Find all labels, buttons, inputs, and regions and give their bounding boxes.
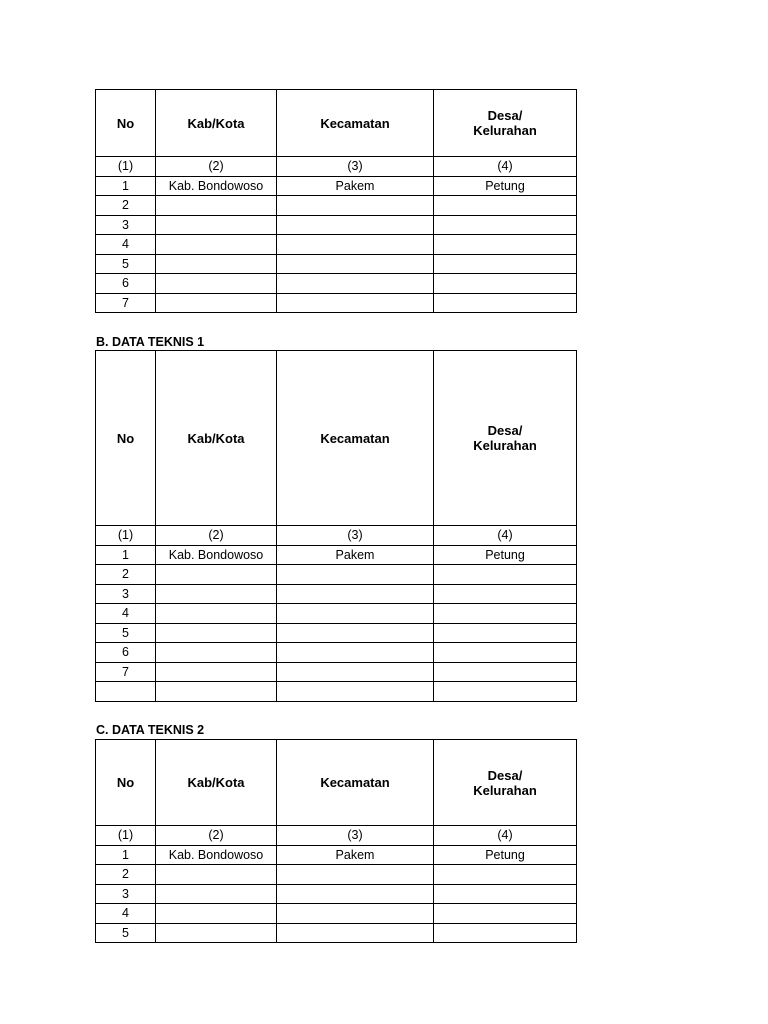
table-row bbox=[96, 584, 577, 604]
header-row bbox=[96, 90, 577, 157]
cell-desa-kelurahan: Petung bbox=[434, 176, 577, 196]
column-number-row bbox=[96, 826, 577, 846]
cell-kab-kota bbox=[156, 215, 277, 235]
table-row bbox=[96, 176, 577, 196]
cell-kab-kota bbox=[156, 623, 277, 643]
cell-desa-kelurahan bbox=[434, 904, 577, 924]
cell-kab-kota bbox=[156, 584, 277, 604]
table-row bbox=[96, 884, 577, 904]
header-desa-kelurahan bbox=[434, 740, 577, 826]
table-row bbox=[96, 235, 577, 255]
cell-no: 4 bbox=[96, 904, 156, 924]
col-number: (1) bbox=[96, 526, 156, 546]
cell-no: 6 bbox=[96, 643, 156, 663]
cell-kecamatan bbox=[277, 254, 434, 274]
section-c-title: C. DATA TEKNIS 2 bbox=[96, 723, 205, 737]
section-a bbox=[95, 89, 576, 313]
cell-desa-kelurahan bbox=[434, 923, 577, 943]
header-row bbox=[96, 740, 577, 826]
header-kecamatan: Kecamatan bbox=[277, 90, 434, 157]
col-number: (3) bbox=[277, 826, 434, 846]
header-no: No bbox=[96, 351, 156, 526]
cell-no: 1 bbox=[96, 845, 156, 865]
cell-kab-kota: Kab. Bondowoso bbox=[156, 545, 277, 565]
table-row bbox=[96, 623, 577, 643]
cell-desa-kelurahan bbox=[434, 682, 577, 702]
cell-no: 5 bbox=[96, 254, 156, 274]
cell-desa-kelurahan bbox=[434, 274, 577, 294]
cell-kab-kota: Kab. Bondowoso bbox=[156, 845, 277, 865]
table-a-body bbox=[96, 157, 577, 313]
header-no: No bbox=[96, 740, 156, 826]
table-row bbox=[96, 865, 577, 885]
cell-kecamatan bbox=[277, 923, 434, 943]
cell-kab-kota bbox=[156, 682, 277, 702]
cell-desa-kelurahan bbox=[434, 884, 577, 904]
table-row bbox=[96, 215, 577, 235]
table-row bbox=[96, 545, 577, 565]
cell-no: 3 bbox=[96, 215, 156, 235]
cell-kab-kota: Kab. Bondowoso bbox=[156, 176, 277, 196]
col-number: (4) bbox=[434, 526, 577, 546]
cell-no: 4 bbox=[96, 235, 156, 255]
table-row bbox=[96, 682, 577, 702]
col-number: (1) bbox=[96, 826, 156, 846]
header-desa-line1: Desa/ bbox=[487, 423, 523, 438]
cell-no: 5 bbox=[96, 623, 156, 643]
table-row bbox=[96, 904, 577, 924]
cell-kab-kota bbox=[156, 196, 277, 216]
header-desa-line2: Kelurahan bbox=[473, 123, 537, 138]
cell-kab-kota bbox=[156, 643, 277, 663]
cell-kecamatan bbox=[277, 865, 434, 885]
cell-kecamatan: Pakem bbox=[277, 845, 434, 865]
header-kab-kota: Kab/Kota bbox=[156, 740, 277, 826]
cell-kecamatan bbox=[277, 662, 434, 682]
cell-kab-kota bbox=[156, 293, 277, 313]
table-row bbox=[96, 196, 577, 216]
cell-kecamatan bbox=[277, 196, 434, 216]
cell-kecamatan bbox=[277, 215, 434, 235]
table-row bbox=[96, 604, 577, 624]
cell-no: 2 bbox=[96, 865, 156, 885]
cell-no: 3 bbox=[96, 584, 156, 604]
cell-no: 2 bbox=[96, 196, 156, 216]
cell-kecamatan bbox=[277, 604, 434, 624]
cell-kecamatan bbox=[277, 884, 434, 904]
col-number: (4) bbox=[434, 157, 577, 177]
table-c bbox=[95, 739, 577, 943]
header-kecamatan: Kecamatan bbox=[277, 351, 434, 526]
cell-desa-kelurahan bbox=[434, 215, 577, 235]
cell-desa-kelurahan bbox=[434, 643, 577, 663]
cell-no bbox=[96, 682, 156, 702]
table-row bbox=[96, 662, 577, 682]
cell-kab-kota bbox=[156, 904, 277, 924]
cell-desa-kelurahan: Petung bbox=[434, 545, 577, 565]
table-a bbox=[95, 89, 577, 313]
cell-kab-kota bbox=[156, 254, 277, 274]
cell-no: 7 bbox=[96, 293, 156, 313]
cell-kab-kota bbox=[156, 604, 277, 624]
cell-desa-kelurahan bbox=[434, 235, 577, 255]
cell-desa-kelurahan bbox=[434, 293, 577, 313]
cell-no: 4 bbox=[96, 604, 156, 624]
cell-no: 1 bbox=[96, 176, 156, 196]
table-b-body bbox=[96, 526, 577, 702]
cell-kab-kota bbox=[156, 235, 277, 255]
cell-desa-kelurahan bbox=[434, 623, 577, 643]
header-desa-kelurahan bbox=[434, 90, 577, 157]
cell-kecamatan bbox=[277, 584, 434, 604]
col-number: (2) bbox=[156, 526, 277, 546]
cell-desa-kelurahan bbox=[434, 196, 577, 216]
cell-kab-kota bbox=[156, 565, 277, 585]
cell-desa-kelurahan bbox=[434, 865, 577, 885]
cell-kab-kota bbox=[156, 884, 277, 904]
cell-kecamatan: Pakem bbox=[277, 545, 434, 565]
col-number: (3) bbox=[277, 157, 434, 177]
cell-kecamatan bbox=[277, 293, 434, 313]
cell-kab-kota bbox=[156, 865, 277, 885]
header-desa-line2: Kelurahan bbox=[473, 782, 537, 798]
header-row bbox=[96, 351, 577, 526]
cell-no: 3 bbox=[96, 884, 156, 904]
header-kab-kota: Kab/Kota bbox=[156, 90, 277, 157]
col-number: (3) bbox=[277, 526, 434, 546]
header-desa-line1: Desa/ bbox=[487, 767, 523, 783]
header-desa-kelurahan bbox=[434, 351, 577, 526]
table-row bbox=[96, 923, 577, 943]
cell-kab-kota bbox=[156, 274, 277, 294]
cell-desa-kelurahan bbox=[434, 565, 577, 585]
table-b bbox=[95, 350, 577, 702]
cell-no: 1 bbox=[96, 545, 156, 565]
table-row bbox=[96, 845, 577, 865]
cell-desa-kelurahan bbox=[434, 604, 577, 624]
header-desa-line1: Desa/ bbox=[487, 108, 523, 123]
column-number-row bbox=[96, 526, 577, 546]
col-number: (2) bbox=[156, 157, 277, 177]
cell-desa-kelurahan bbox=[434, 662, 577, 682]
cell-desa-kelurahan: Petung bbox=[434, 845, 577, 865]
header-kab-kota: Kab/Kota bbox=[156, 351, 277, 526]
header-kecamatan: Kecamatan bbox=[277, 740, 434, 826]
cell-kecamatan: Pakem bbox=[277, 176, 434, 196]
col-number: (2) bbox=[156, 826, 277, 846]
cell-kecamatan bbox=[277, 623, 434, 643]
cell-kecamatan bbox=[277, 274, 434, 294]
column-number-row bbox=[96, 157, 577, 177]
header-no: No bbox=[96, 90, 156, 157]
table-row bbox=[96, 293, 577, 313]
cell-kecamatan bbox=[277, 904, 434, 924]
table-row bbox=[96, 274, 577, 294]
section-c bbox=[95, 739, 576, 943]
cell-kecamatan bbox=[277, 643, 434, 663]
cell-desa-kelurahan bbox=[434, 584, 577, 604]
section-b bbox=[95, 350, 576, 702]
table-row bbox=[96, 254, 577, 274]
cell-no: 7 bbox=[96, 662, 156, 682]
cell-kecamatan bbox=[277, 682, 434, 702]
table-row bbox=[96, 643, 577, 663]
cell-no: 5 bbox=[96, 923, 156, 943]
cell-kecamatan bbox=[277, 235, 434, 255]
cell-no: 6 bbox=[96, 274, 156, 294]
cell-kab-kota bbox=[156, 662, 277, 682]
header-desa-line2: Kelurahan bbox=[473, 438, 537, 453]
cell-kecamatan bbox=[277, 565, 434, 585]
col-number: (4) bbox=[434, 826, 577, 846]
cell-kab-kota bbox=[156, 923, 277, 943]
cell-no: 2 bbox=[96, 565, 156, 585]
cell-desa-kelurahan bbox=[434, 254, 577, 274]
table-c-body bbox=[96, 826, 577, 943]
section-b-title: B. DATA TEKNIS 1 bbox=[96, 335, 205, 349]
col-number: (1) bbox=[96, 157, 156, 177]
table-row bbox=[96, 565, 577, 585]
